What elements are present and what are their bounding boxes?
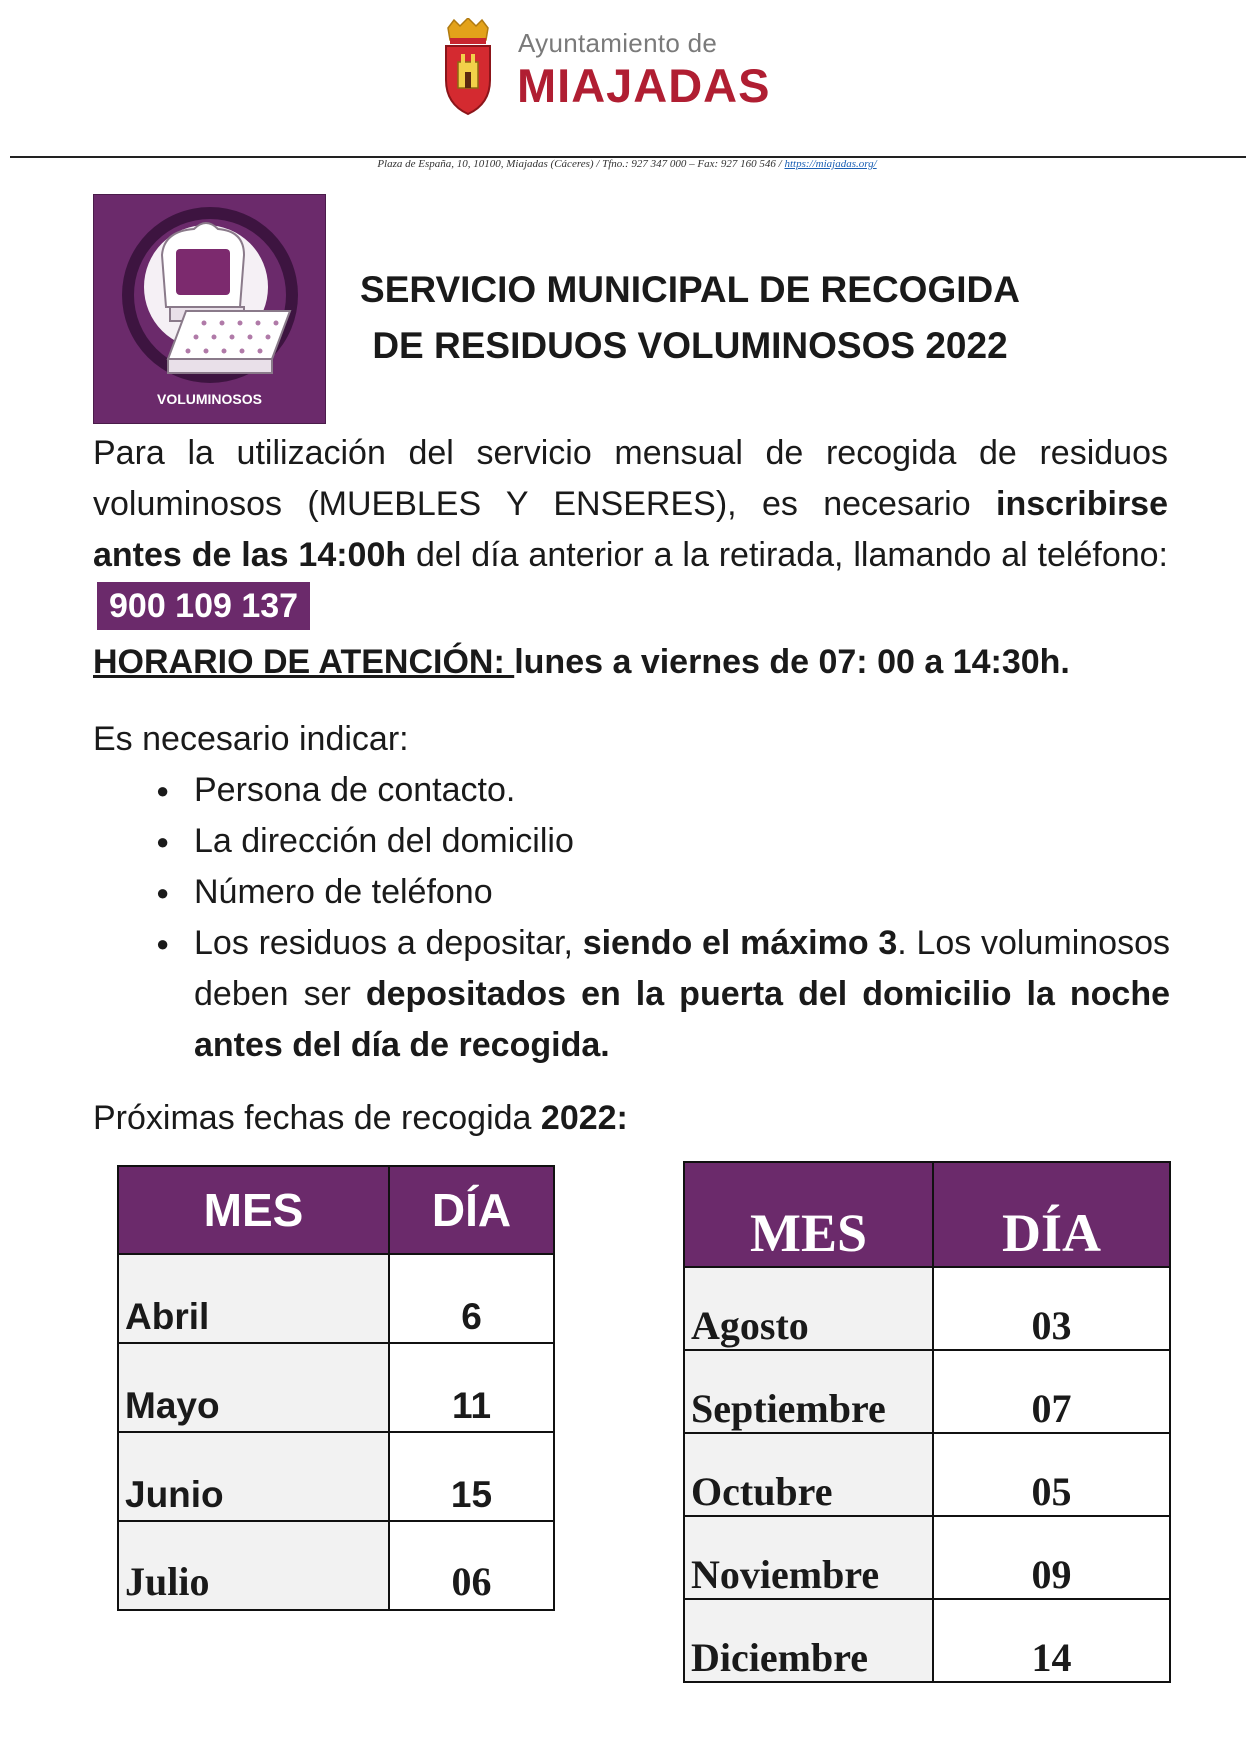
table-row	[118, 1521, 554, 1610]
table-row	[684, 1599, 1170, 1682]
table-header-row	[684, 1162, 1170, 1267]
list-item-text: Los residuos a depositar,	[194, 924, 583, 962]
bulky-waste-furniture-icon	[93, 194, 326, 424]
day-cell: 03	[933, 1267, 1170, 1350]
page-title	[330, 262, 1050, 374]
list-item-text: La dirección del domicilio	[194, 822, 574, 860]
logo-name: MIAJADAS	[517, 59, 771, 112]
day-cell: 05	[933, 1433, 1170, 1516]
table-row	[118, 1343, 554, 1432]
header-day: DÍA	[389, 1166, 554, 1254]
intro-paragraph	[93, 428, 1168, 632]
phone-number[interactable]: 900 109 137	[97, 582, 310, 630]
day-cell: 15	[389, 1432, 554, 1521]
website-link[interactable]: https://miajadas.org/	[784, 158, 877, 170]
intro-text-1: Para la utilización del servicio mensual de recogida de residuos voluminosos (MUEBLES Y ENSERES), es necesario	[93, 434, 1168, 523]
furniture-illustration	[94, 195, 327, 395]
list-item-text: . Los voluminosos deben ser	[194, 924, 1171, 1013]
next-dates-year: 2022:	[540, 1099, 628, 1137]
month-cell: Agosto	[684, 1267, 933, 1350]
bullet-icon: ●	[156, 931, 170, 956]
logo-prefix: Ayuntamiento de	[518, 28, 718, 58]
title-line-2: DE RESIDUOS VOLUMINOSOS 2022	[372, 325, 1008, 366]
table-row	[684, 1516, 1170, 1599]
municipality-logo	[440, 18, 780, 118]
list-item-text: Persona de contacto.	[194, 771, 516, 809]
intro-text-2: del día anterior a la retirada, llamando al teléfono:	[406, 536, 1168, 574]
month-cell: Abril	[118, 1254, 389, 1343]
list-item	[150, 867, 1170, 918]
list-item	[150, 816, 1170, 867]
coat-of-arms-icon	[440, 18, 496, 116]
month-cell: Octubre	[684, 1433, 933, 1516]
day-cell: 06	[389, 1521, 554, 1610]
list-item	[150, 765, 1170, 816]
table-row	[684, 1433, 1170, 1516]
header-month: MES	[118, 1166, 389, 1254]
next-dates-label: Próximas fechas de recogida	[93, 1099, 541, 1137]
bullet-icon: ●	[156, 880, 170, 905]
table-header-row	[118, 1166, 554, 1254]
header-day: DÍA	[933, 1162, 1170, 1267]
day-cell: 07	[933, 1350, 1170, 1433]
month-cell: Julio	[118, 1521, 389, 1610]
list-item-bold: depositados en la puerta del domicilio la noche antes del día de recogida.	[194, 975, 1171, 1064]
requirements-list	[150, 765, 1170, 1071]
header-month: MES	[684, 1162, 933, 1267]
day-cell: 14	[933, 1599, 1170, 1682]
month-cell: Noviembre	[684, 1516, 933, 1599]
table-row	[118, 1254, 554, 1343]
address-line	[0, 158, 1254, 170]
day-cell: 09	[933, 1516, 1170, 1599]
table-row	[684, 1350, 1170, 1433]
address-text: Plaza de España, 10, 10100, Miajadas (Cáceres) / Tfno.: 927 347 000 – Fax: 927 160 546 /	[377, 158, 782, 170]
month-cell: Septiembre	[684, 1350, 933, 1433]
table-row	[684, 1267, 1170, 1350]
month-cell: Junio	[118, 1432, 389, 1521]
day-cell: 11	[389, 1343, 554, 1432]
intro-deadline: inscribirse antes de las 14:00h	[93, 485, 1168, 574]
list-item-bold: siendo el máximo 3	[582, 924, 898, 962]
title-line-1: SERVICIO MUNICIPAL DE RECOGIDA	[360, 269, 1020, 310]
list-item-text: Número de teléfono	[194, 873, 493, 911]
bullet-icon: ●	[156, 829, 170, 854]
service-hours	[93, 637, 1193, 688]
next-dates-heading	[93, 1093, 628, 1144]
list-item	[150, 918, 1170, 1071]
day-cell: 6	[389, 1254, 554, 1343]
hours-label: HORARIO DE ATENCIÓN:	[93, 643, 515, 681]
hours-value: lunes a viernes de 07: 00 a 14:30h.	[514, 643, 1070, 681]
collection-dates-table-2	[683, 1161, 1171, 1683]
collection-dates-table-1	[117, 1165, 555, 1611]
month-cell: Mayo	[118, 1343, 389, 1432]
bullet-icon: ●	[156, 778, 170, 803]
needed-title: Es necesario indicar:	[93, 720, 409, 758]
table-row	[118, 1432, 554, 1521]
month-cell: Diciembre	[684, 1599, 933, 1682]
icon-label: VOLUMINOSOS	[156, 391, 262, 407]
